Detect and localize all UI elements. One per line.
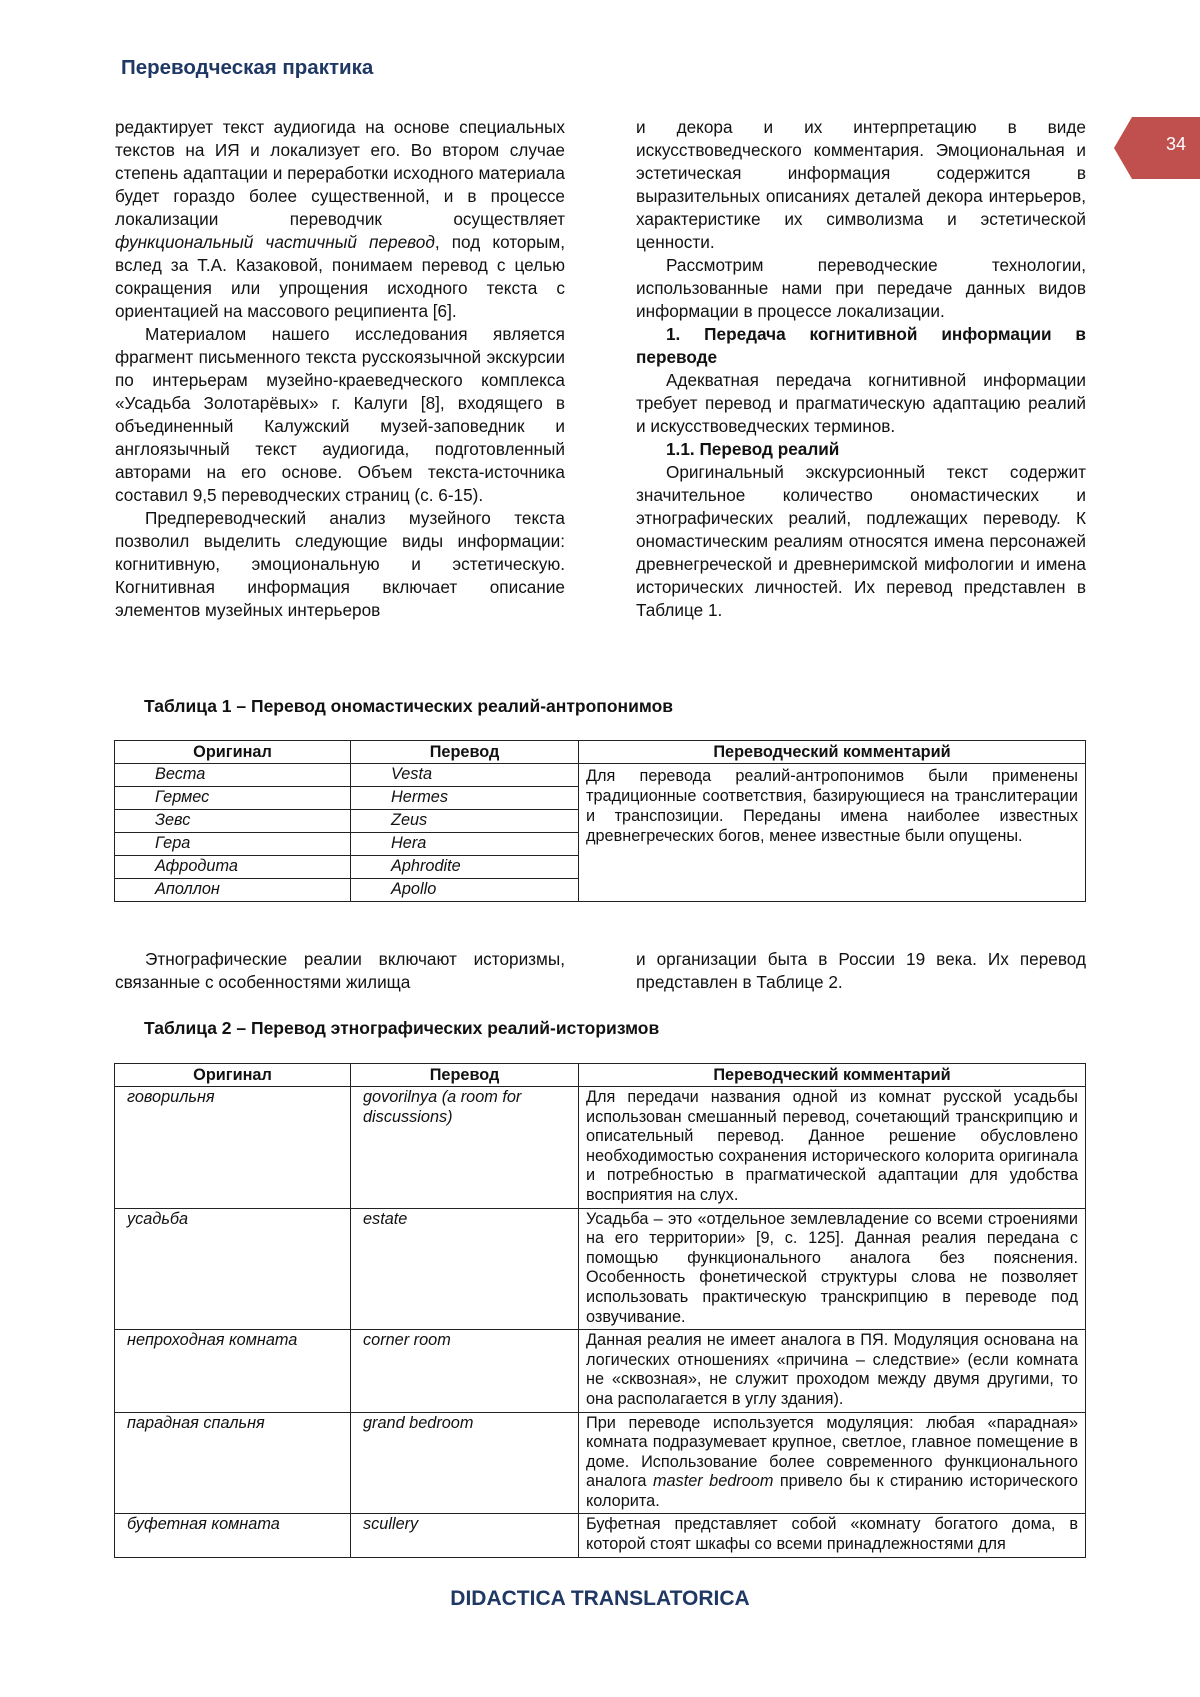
column-header: Оригинал <box>115 741 351 764</box>
table-row <box>115 1330 1086 1412</box>
translation-cell: corner room <box>351 1330 579 1412</box>
original-cell: Гермес <box>115 787 351 810</box>
emphasis-term: функциональный частичный перевод <box>115 232 435 252</box>
page-number-tab <box>1114 117 1200 179</box>
column-header: Переводческий комментарий <box>579 741 1086 764</box>
paragraph: и декора и их интерпретацию в виде искусствоведческого комментария. Эмоциональная и эстетическая информация содержится в выразительных описаниях деталей декора интерьеров, характеристике их символизма и эстетической ценности. <box>636 117 1086 252</box>
journal-footer: DIDACTICA TRANSLATORICA <box>450 1587 750 1610</box>
table-row <box>115 1208 1086 1330</box>
column-header: Оригинал <box>115 1064 351 1087</box>
section-heading: 1. Передача когнитивной информации в переводе <box>636 324 1086 367</box>
table-caption: Таблица 2 – Перевод этнографических реалий-историзмов <box>144 1018 660 1038</box>
translation-cell: Apollo <box>351 879 579 902</box>
comment-cell: Буфетная представляет собой «комнату богатого дома, в которой стоят шкафы со всеми принадлежностями для <box>579 1514 1086 1557</box>
original-cell: Афродита <box>115 856 351 879</box>
translation-cell: grand bedroom <box>351 1412 579 1514</box>
original-cell: усадьба <box>115 1208 351 1330</box>
table-row <box>115 1514 1086 1557</box>
translation-cell: estate <box>351 1208 579 1330</box>
comment-cell: Данная реалия не имеет аналога в ПЯ. Модуляция основана на логических отношениях «причина – следствие» (если комната не «сквозная», не служит проходом между двумя другими, то она располагается в углу здания). <box>579 1330 1086 1412</box>
table-row <box>115 764 1086 787</box>
paragraph: Рассмотрим переводческие технологии, использованные нами при передаче данных видов информации в процессе локализации. <box>636 255 1086 321</box>
paragraph: Этнографические реалии включают историзмы, связанные с особенностями жилища <box>115 949 565 992</box>
original-cell: Зевс <box>115 810 351 833</box>
translation-cell: Zeus <box>351 810 579 833</box>
original-cell: непроходная комната <box>115 1330 351 1412</box>
comment-cell: Для передачи названия одной из комнат русской усадьбы использован смешанный перевод, сочетающий транскрипцию и описательный перевод. Данное решение обусловлено необходимостью сохранения исторического колорита оригинала и потребностью в прагматической адаптации для удобства восприятия на слух. <box>579 1087 1086 1209</box>
table-onomastic-realia <box>114 740 1086 902</box>
table-row <box>115 1087 1086 1209</box>
page-number: 34 <box>1165 134 1187 154</box>
table-row <box>115 1412 1086 1514</box>
body-column-right <box>636 116 1086 622</box>
paragraph: Адекватная передача когнитивной информации требует перевод и прагматическую адаптацию реалий и искусствоведческих терминов. <box>636 370 1086 436</box>
original-cell: Веста <box>115 764 351 787</box>
comment-cell <box>579 1412 1086 1514</box>
emphasis-term: master bedroom <box>652 1472 774 1491</box>
paragraph: и организации быта в России 19 века. Их перевод представлен в Таблице 2. <box>636 949 1086 992</box>
comment-text: привело бы к стиранию исторического колорита. <box>586 1472 1078 1510</box>
paragraph <box>115 116 565 323</box>
original-cell: буфетная комната <box>115 1514 351 1557</box>
comment-text: При переводе используется модуляция: любая «парадная» комната подразумевает крупное, светлое, главное помещение в доме. Использование более современного функционального аналога <box>586 1413 1078 1491</box>
original-cell: Аполлон <box>115 879 351 902</box>
translation-cell: govorilnya (a room for discussions) <box>351 1087 579 1209</box>
original-cell: говорильня <box>115 1087 351 1209</box>
table-header-row <box>115 1064 1086 1087</box>
column-header: Перевод <box>351 741 579 764</box>
column-header: Перевод <box>351 1064 579 1087</box>
translation-cell: Hermes <box>351 787 579 810</box>
translation-cell: Vesta <box>351 764 579 787</box>
subsection-heading: 1.1. Перевод реалий <box>666 439 840 459</box>
paragraph-text: редактирует текст аудиогида на основе специальных текстов на ИЯ и локализует его. Во втором случае степень адаптации и переработки исходного материала будет гораздо более существенной, и в процессе локализации переводчик осуществляет <box>115 117 565 229</box>
paragraph: Материалом нашего исследования является фрагмент письменного текста русскоязычной экскурсии по интерьерам музейно-краеведческого комплекса «Усадьба Золотарёвых» г. Калуги [8], входящего в объединенный Калужский музей-заповедник и англоязычный текст аудиогида, подготовленный авторами на его основе. Объем текста-источника составил 9,5 переводческих страниц (с. 6-15). <box>115 324 565 505</box>
paragraph: Предпереводческий анализ музейного текста позволил выделить следующие виды информации: когнитивную, эмоциональную и эстетическую. Когнитивная информация включает описание элементов музейных интерьеров <box>115 508 565 620</box>
running-header: Переводческая практика <box>121 56 374 79</box>
table-caption: Таблица 1 – Перевод ономастических реалий-антропонимов <box>144 696 674 716</box>
body-column-left-lower <box>115 948 565 994</box>
original-cell: Гера <box>115 833 351 856</box>
original-cell: парадная спальня <box>115 1412 351 1514</box>
translation-cell: scullery <box>351 1514 579 1557</box>
table-header-row <box>115 741 1086 764</box>
comment-cell: Для перевода реалий-антропонимов были применены традиционные соответствия, базирующиеся на транслитерации и транспозиции. Переданы имена наиболее известных древнегреческих богов, менее известные были опущены. <box>579 764 1086 902</box>
comment-cell: Усадьба – это «отдельное землевладение со всеми строениями на его территории» [9, с. 125]. Данная реалия передана с помощью функционального аналога без пояснения. Особенность фонетической структуры слова не позволяет использовать практическую транскрипцию в переводе под озвучивание. <box>579 1208 1086 1330</box>
body-column-right-lower <box>636 948 1086 994</box>
paragraph: Оригинальный экскурсионный текст содержит значительное количество ономастических и этнографических реалий, подлежащих переводу. К ономастическим реалиям относятся имена персонажей древнегреческой и древнеримской мифологии и имена исторических личностей. Их перевод представлен в Таблице 1. <box>636 462 1086 620</box>
column-header: Переводческий комментарий <box>579 1064 1086 1087</box>
translation-cell: Hera <box>351 833 579 856</box>
table-ethnographic-realia <box>114 1063 1086 1558</box>
body-column-left <box>115 116 565 622</box>
translation-cell: Aphrodite <box>351 856 579 879</box>
paragraph-text: , под которым, вслед за Т.А. Казаковой, понимаем перевод с целью сокращения или упрощения исходного текста с ориентацией на массового реципиента [6]. <box>115 232 565 321</box>
